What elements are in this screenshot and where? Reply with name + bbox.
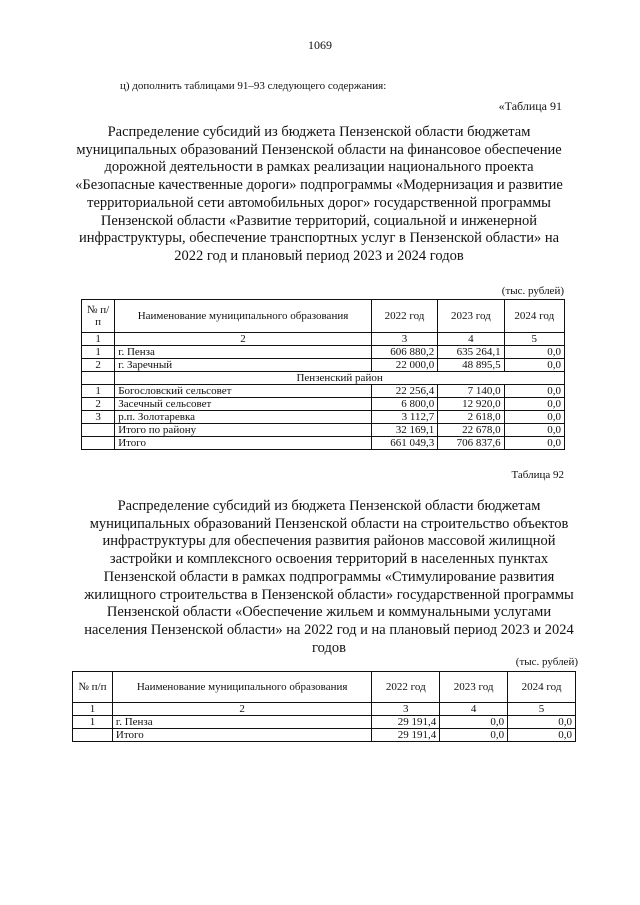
- column-number: 5: [504, 333, 564, 346]
- value-2022: 3 112,7: [371, 411, 437, 424]
- header-cell: 2024 год: [508, 672, 576, 703]
- value-2022: 606 880,2: [371, 346, 437, 359]
- value-2023: 2 618,0: [438, 411, 504, 424]
- municipality-name: г. Пенза: [112, 716, 371, 729]
- intro-text: ц) дополнить таблицами 91–93 следующего содержания:: [120, 80, 387, 92]
- row-number: 2: [82, 359, 115, 372]
- table-91-label: «Таблица 91: [498, 99, 562, 113]
- table-header-row: [73, 672, 576, 703]
- column-number: 5: [508, 703, 576, 716]
- value-2022: 22 000,0: [371, 359, 437, 372]
- table-91-title: Распределение субсидий из бюджета Пензенской области бюджетам муниципальных образований Пензенской области на финансовое обеспечение дорожной деятельности в рамках реализации национального проекта «Безопасные качественные дороги» подпрограммы «Модернизация и развитие территориальной сети автомобильных дорог» государственной программы Пензенской области «Развитие территорий, социальной и инженерной инфраструктуры, обеспечение транспортных услуг в Пензенской области» на 2022 год и плановый период 2023 и 2024 годов: [75, 124, 563, 264]
- value-2023: 635 264,1: [438, 346, 504, 359]
- row-number: 1: [73, 716, 113, 729]
- table-92-title: Распределение субсидий из бюджета Пензенской области бюджетам муниципальных образований Пензенской области на строительство объектов инфраструктуры для обеспечения развития районов массовой жилищной застройки и комплексного освоения территорий в населенных пунктах Пензенской области в рамках подпрограммы «Стимулирование развития жилищного строительства в Пензенской области» государственной программы Пензенской области «Обеспечение жильем и коммунальными услугами населения Пензенской области» на 2022 год и на плановый период 2023 и 2024 годов: [84, 498, 574, 656]
- table-row: [82, 411, 565, 424]
- table-row: [82, 398, 565, 411]
- table-91: [81, 299, 565, 450]
- column-number: 4: [438, 333, 504, 346]
- header-cell: 2022 год: [371, 300, 437, 333]
- municipality-name: г. Заречный: [115, 359, 372, 372]
- table-92-units: (тыс. рублей): [515, 656, 578, 668]
- column-number-row: [82, 333, 565, 346]
- municipality-name: Засечный сельсовет: [115, 398, 372, 411]
- row-number: [73, 729, 113, 742]
- column-number-row: [73, 703, 576, 716]
- header-cell: 2024 год: [504, 300, 564, 333]
- table-row: [82, 346, 565, 359]
- page-number: 1069: [308, 38, 332, 52]
- header-cell: 2022 год: [372, 672, 440, 703]
- row-number: 3: [82, 411, 115, 424]
- table-row: [82, 359, 565, 372]
- column-number: 2: [112, 703, 371, 716]
- value-2022: 29 191,4: [372, 729, 440, 742]
- subtotal-row: [82, 424, 565, 437]
- row-number: 1: [82, 346, 115, 359]
- column-number: 4: [440, 703, 508, 716]
- municipality-name: Богословский сельсовет: [115, 385, 372, 398]
- value-2024: 0,0: [508, 729, 576, 742]
- value-2023: 48 895,5: [438, 359, 504, 372]
- table-91-units: (тыс. рублей): [501, 285, 564, 297]
- section-row: [82, 372, 565, 385]
- total-row: [82, 437, 565, 450]
- value-2024: 0,0: [504, 424, 564, 437]
- value-2023: 0,0: [440, 729, 508, 742]
- header-cell: Наименование муниципального образования: [115, 300, 372, 333]
- column-number: 3: [372, 703, 440, 716]
- column-number: 1: [82, 333, 115, 346]
- table-92: [72, 671, 576, 742]
- table-92-label: Таблица 92: [511, 469, 564, 481]
- row-number: [82, 437, 115, 450]
- value-2024: 0,0: [508, 716, 576, 729]
- total-row: [73, 729, 576, 742]
- value-2024: 0,0: [504, 346, 564, 359]
- table-header-row: [82, 300, 565, 333]
- value-2022: 32 169,1: [371, 424, 437, 437]
- value-2024: 0,0: [504, 359, 564, 372]
- value-2022: 22 256,4: [371, 385, 437, 398]
- value-2022: 29 191,4: [372, 716, 440, 729]
- header-cell: № п/п: [82, 300, 115, 333]
- header-cell: Наименование муниципального образования: [112, 672, 371, 703]
- municipality-name: Итого: [115, 437, 372, 450]
- header-cell: № п/п: [73, 672, 113, 703]
- value-2022: 661 049,3: [371, 437, 437, 450]
- value-2023: 706 837,6: [438, 437, 504, 450]
- value-2024: 0,0: [504, 437, 564, 450]
- value-2023: 12 920,0: [438, 398, 504, 411]
- value-2024: 0,0: [504, 398, 564, 411]
- column-number: 2: [115, 333, 372, 346]
- table-row: [82, 385, 565, 398]
- municipality-name: р.п. Золотаревка: [115, 411, 372, 424]
- row-number: 1: [82, 385, 115, 398]
- value-2024: 0,0: [504, 411, 564, 424]
- section-heading: Пензенский район: [115, 372, 565, 385]
- value-2023: 22 678,0: [438, 424, 504, 437]
- header-cell: 2023 год: [440, 672, 508, 703]
- municipality-name: г. Пенза: [115, 346, 372, 359]
- header-cell: 2023 год: [438, 300, 504, 333]
- column-number: 3: [371, 333, 437, 346]
- value-2024: 0,0: [504, 385, 564, 398]
- municipality-name: Итого по району: [115, 424, 372, 437]
- value-2022: 6 800,0: [371, 398, 437, 411]
- row-number: 2: [82, 398, 115, 411]
- value-2023: 7 140,0: [438, 385, 504, 398]
- value-2023: 0,0: [440, 716, 508, 729]
- column-number: 1: [73, 703, 113, 716]
- table-row: [73, 716, 576, 729]
- municipality-name: Итого: [112, 729, 371, 742]
- row-number: [82, 424, 115, 437]
